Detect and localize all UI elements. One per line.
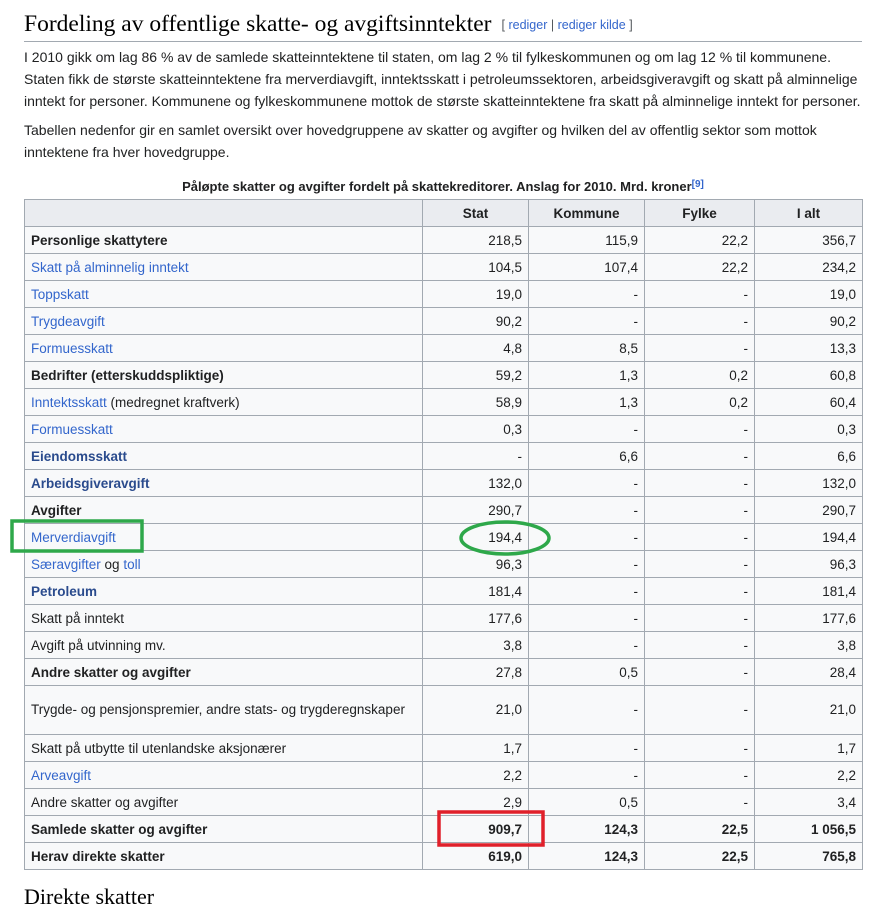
cell-stat: 2,9 (423, 789, 529, 816)
row-label-text: Trygde- og pensjonspremier, andre stats- og trygderegnskaper (31, 702, 405, 717)
table-row (25, 605, 863, 632)
row-label-link[interactable]: Petroleum (31, 583, 98, 599)
row-label (25, 659, 423, 686)
row-label-text: Avgifter (31, 502, 82, 518)
cell-kommune: - (529, 762, 645, 789)
table-row (25, 578, 863, 605)
cell-ialt: 234,2 (755, 254, 863, 281)
row-label-mid: og (100, 556, 124, 572)
cell-kommune: 8,5 (529, 335, 645, 362)
edit-link[interactable]: rediger (508, 18, 548, 32)
cell-fylke: 0,2 (645, 362, 755, 389)
cell-fylke: - (645, 686, 755, 735)
row-label-link[interactable]: Arveavgift (31, 767, 92, 783)
cell-ialt: 290,7 (755, 497, 863, 524)
cell-ialt: 3,4 (755, 789, 863, 816)
table-intro-paragraph: Tabellen nedenfor gir en samlet oversikt over hovedgruppene av skatter og avgifter og hvilken del av offentlig sektor som mottok inntektene fra hver hovedgruppe. (24, 122, 817, 160)
table-row (25, 524, 863, 551)
cell-kommune: - (529, 632, 645, 659)
row-label (25, 551, 423, 578)
cell-kommune: - (529, 416, 645, 443)
cell-ialt: 194,4 (755, 524, 863, 551)
cell-ialt: 3,8 (755, 632, 863, 659)
cell-fylke: - (645, 605, 755, 632)
cell-ialt: 2,2 (755, 762, 863, 789)
cell-ialt: 1 056,5 (755, 816, 863, 843)
row-label (25, 335, 423, 362)
cell-ialt: 21,0 (755, 686, 863, 735)
row-label-suffix: (medregnet kraftverk) (106, 394, 240, 410)
header-fylke: Fylke (645, 200, 755, 227)
cell-stat: 58,9 (423, 389, 529, 416)
cell-fylke: - (645, 470, 755, 497)
row-label-link[interactable]: Skatt på alminnelig inntekt (31, 259, 189, 275)
cell-stat: 181,4 (423, 578, 529, 605)
row-label-text: Avgift på utvinning mv. (31, 637, 166, 653)
row-label (25, 816, 423, 843)
cell-kommune: - (529, 497, 645, 524)
cell-kommune: 107,4 (529, 254, 645, 281)
table-row (25, 281, 863, 308)
row-label (25, 497, 423, 524)
row-label (25, 470, 423, 497)
table-row (25, 416, 863, 443)
cell-fylke: - (645, 308, 755, 335)
table-row (25, 443, 863, 470)
cell-ialt: 19,0 (755, 281, 863, 308)
cell-fylke: - (645, 578, 755, 605)
table-row (25, 735, 863, 762)
cell-ialt: 96,3 (755, 551, 863, 578)
cell-fylke: - (645, 497, 755, 524)
row-label (25, 605, 423, 632)
row-label-link[interactable]: Formuesskatt (31, 340, 113, 356)
row-label-text: Herav direkte skatter (31, 848, 165, 864)
row-label (25, 443, 423, 470)
table-row (25, 762, 863, 789)
row-label (25, 362, 423, 389)
cell-stat: 1,7 (423, 735, 529, 762)
row-label (25, 578, 423, 605)
edit-source-link[interactable]: rediger kilde (557, 18, 626, 32)
cell-fylke: - (645, 735, 755, 762)
row-label-link[interactable]: Eiendomsskatt (31, 448, 128, 464)
row-label-link[interactable]: Trygdeavgift (31, 313, 105, 329)
row-label-text: Bedrifter (etterskuddspliktige) (31, 367, 224, 383)
table-row (25, 389, 863, 416)
cell-fylke: 0,2 (645, 389, 755, 416)
section-title: Fordeling av offentlige skatte- og avgiftsinntekter (24, 11, 492, 37)
cell-fylke: 22,5 (645, 843, 755, 870)
intro-paragraph: I 2010 gikk om lag 86 % av de samlede skatteinntektene til staten, om lag 2 % til fylkeskommunen og om lag 12 % til kommunene. Staten fikk de største skatteinntektene fra merverdiavgift, inntektsskatt i petroleumssektoren, arbeidsgiveravgift og skatt på alminnelige inntekt for personer. Kommunene og fylkeskommunene mottok de største skatteinntektene fra skatt på alminnelige inntekt for personer. (24, 49, 861, 109)
row-label (25, 762, 423, 789)
cell-kommune: - (529, 551, 645, 578)
cell-kommune: 1,3 (529, 389, 645, 416)
cell-ialt: 177,6 (755, 605, 863, 632)
cell-kommune: - (529, 308, 645, 335)
cell-fylke: 22,5 (645, 816, 755, 843)
cell-fylke: - (645, 659, 755, 686)
table-row (25, 632, 863, 659)
cell-stat: 0,3 (423, 416, 529, 443)
header-kommune: Kommune (529, 200, 645, 227)
cell-fylke: - (645, 524, 755, 551)
cell-fylke: - (645, 789, 755, 816)
cell-ialt: 132,0 (755, 470, 863, 497)
cell-ialt: 6,6 (755, 443, 863, 470)
cell-stat: 90,2 (423, 308, 529, 335)
row-label (25, 308, 423, 335)
table-header-row (25, 200, 863, 227)
cell-ialt: 28,4 (755, 659, 863, 686)
row-label-link[interactable]: Inntektsskatt (31, 394, 107, 410)
cell-fylke: - (645, 551, 755, 578)
row-label-text: Andre skatter og avgifter (31, 794, 179, 810)
cell-ialt: 13,3 (755, 335, 863, 362)
row-label-link[interactable]: Særavgifter (31, 556, 101, 572)
table-caption: Påløpte skatter og avgifter fordelt på skattekreditorer. Anslag for 2010. Mrd. kroner[9] (182, 179, 704, 194)
cell-fylke: 22,2 (645, 227, 755, 254)
row-label-text: Skatt på inntekt (31, 610, 125, 626)
cell-stat: 59,2 (423, 362, 529, 389)
row-label (25, 389, 423, 416)
row-label-link[interactable]: Formuesskatt (31, 421, 113, 437)
row-label-text: Andre skatter og avgifter (31, 664, 191, 680)
row-label-link[interactable]: Toppskatt (31, 286, 89, 302)
row-label (25, 686, 423, 735)
cell-ialt: 181,4 (755, 578, 863, 605)
row-label (25, 843, 423, 870)
row-label (25, 227, 423, 254)
cell-stat: 290,7 (423, 497, 529, 524)
cell-kommune: 124,3 (529, 816, 645, 843)
cell-kommune: - (529, 281, 645, 308)
table-row (25, 362, 863, 389)
tax-distribution-table (24, 199, 863, 870)
table-row (25, 470, 863, 497)
cell-kommune: 0,5 (529, 789, 645, 816)
row-label (25, 254, 423, 281)
cell-stat: 909,7 (423, 816, 529, 843)
cell-fylke: 22,2 (645, 254, 755, 281)
cell-stat: 19,0 (423, 281, 529, 308)
cell-kommune: - (529, 735, 645, 762)
table-row (25, 227, 863, 254)
cell-kommune: - (529, 470, 645, 497)
cell-fylke: - (645, 443, 755, 470)
cell-ialt: 0,3 (755, 416, 863, 443)
cell-ialt: 60,4 (755, 389, 863, 416)
cell-kommune: - (529, 686, 645, 735)
row-label (25, 416, 423, 443)
reference-link[interactable]: [9] (691, 179, 704, 190)
cell-kommune: - (529, 524, 645, 551)
edit-section-links: [ rediger | rediger kilde ] (501, 18, 633, 32)
cell-ialt: 60,8 (755, 362, 863, 389)
table-row (25, 254, 863, 281)
cell-fylke: - (645, 762, 755, 789)
cell-fylke: - (645, 416, 755, 443)
header-empty (25, 200, 423, 227)
cell-stat: - (423, 443, 529, 470)
section-heading (24, 9, 862, 42)
header-i-alt: I alt (755, 200, 863, 227)
cell-stat: 4,8 (423, 335, 529, 362)
cell-stat: 2,2 (423, 762, 529, 789)
cell-stat: 619,0 (423, 843, 529, 870)
cell-kommune: 0,5 (529, 659, 645, 686)
table-row (25, 659, 863, 686)
table-row (25, 789, 863, 816)
cell-fylke: - (645, 632, 755, 659)
table-row (25, 551, 863, 578)
table-row (25, 686, 863, 735)
cell-kommune: 1,3 (529, 362, 645, 389)
row-label (25, 281, 423, 308)
row-label-link[interactable]: toll (123, 556, 141, 572)
cell-stat: 104,5 (423, 254, 529, 281)
cell-stat: 218,5 (423, 227, 529, 254)
cell-kommune: 115,9 (529, 227, 645, 254)
table-row (25, 816, 863, 843)
next-section-heading: Direkte skatter (24, 884, 155, 909)
row-label (25, 735, 423, 762)
cell-stat: 21,0 (423, 686, 529, 735)
cell-kommune: - (529, 605, 645, 632)
cell-kommune: 124,3 (529, 843, 645, 870)
cell-kommune: - (529, 578, 645, 605)
cell-stat: 27,8 (423, 659, 529, 686)
cell-fylke: - (645, 281, 755, 308)
table-row (25, 335, 863, 362)
cell-ialt: 1,7 (755, 735, 863, 762)
cell-ialt: 90,2 (755, 308, 863, 335)
cell-ialt: 765,8 (755, 843, 863, 870)
row-label-link[interactable]: Arbeidsgiveravgift (31, 475, 150, 491)
cell-stat: 194,4 (423, 524, 529, 551)
row-label-link[interactable]: Merverdiavgift (31, 529, 116, 545)
table-row (25, 497, 863, 524)
row-label (25, 632, 423, 659)
row-label-text: Samlede skatter og avgifter (31, 821, 208, 837)
cell-stat: 132,0 (423, 470, 529, 497)
row-label (25, 524, 423, 551)
cell-ialt: 356,7 (755, 227, 863, 254)
table-row (25, 308, 863, 335)
header-stat: Stat (423, 200, 529, 227)
row-label-text: Skatt på utbytte til utenlandske aksjonærer (31, 740, 287, 756)
cell-stat: 177,6 (423, 605, 529, 632)
table-row (25, 843, 863, 870)
cell-kommune: 6,6 (529, 443, 645, 470)
row-label-text: Personlige skattytere (31, 232, 168, 248)
cell-stat: 3,8 (423, 632, 529, 659)
row-label (25, 789, 423, 816)
cell-fylke: - (645, 335, 755, 362)
cell-stat: 96,3 (423, 551, 529, 578)
